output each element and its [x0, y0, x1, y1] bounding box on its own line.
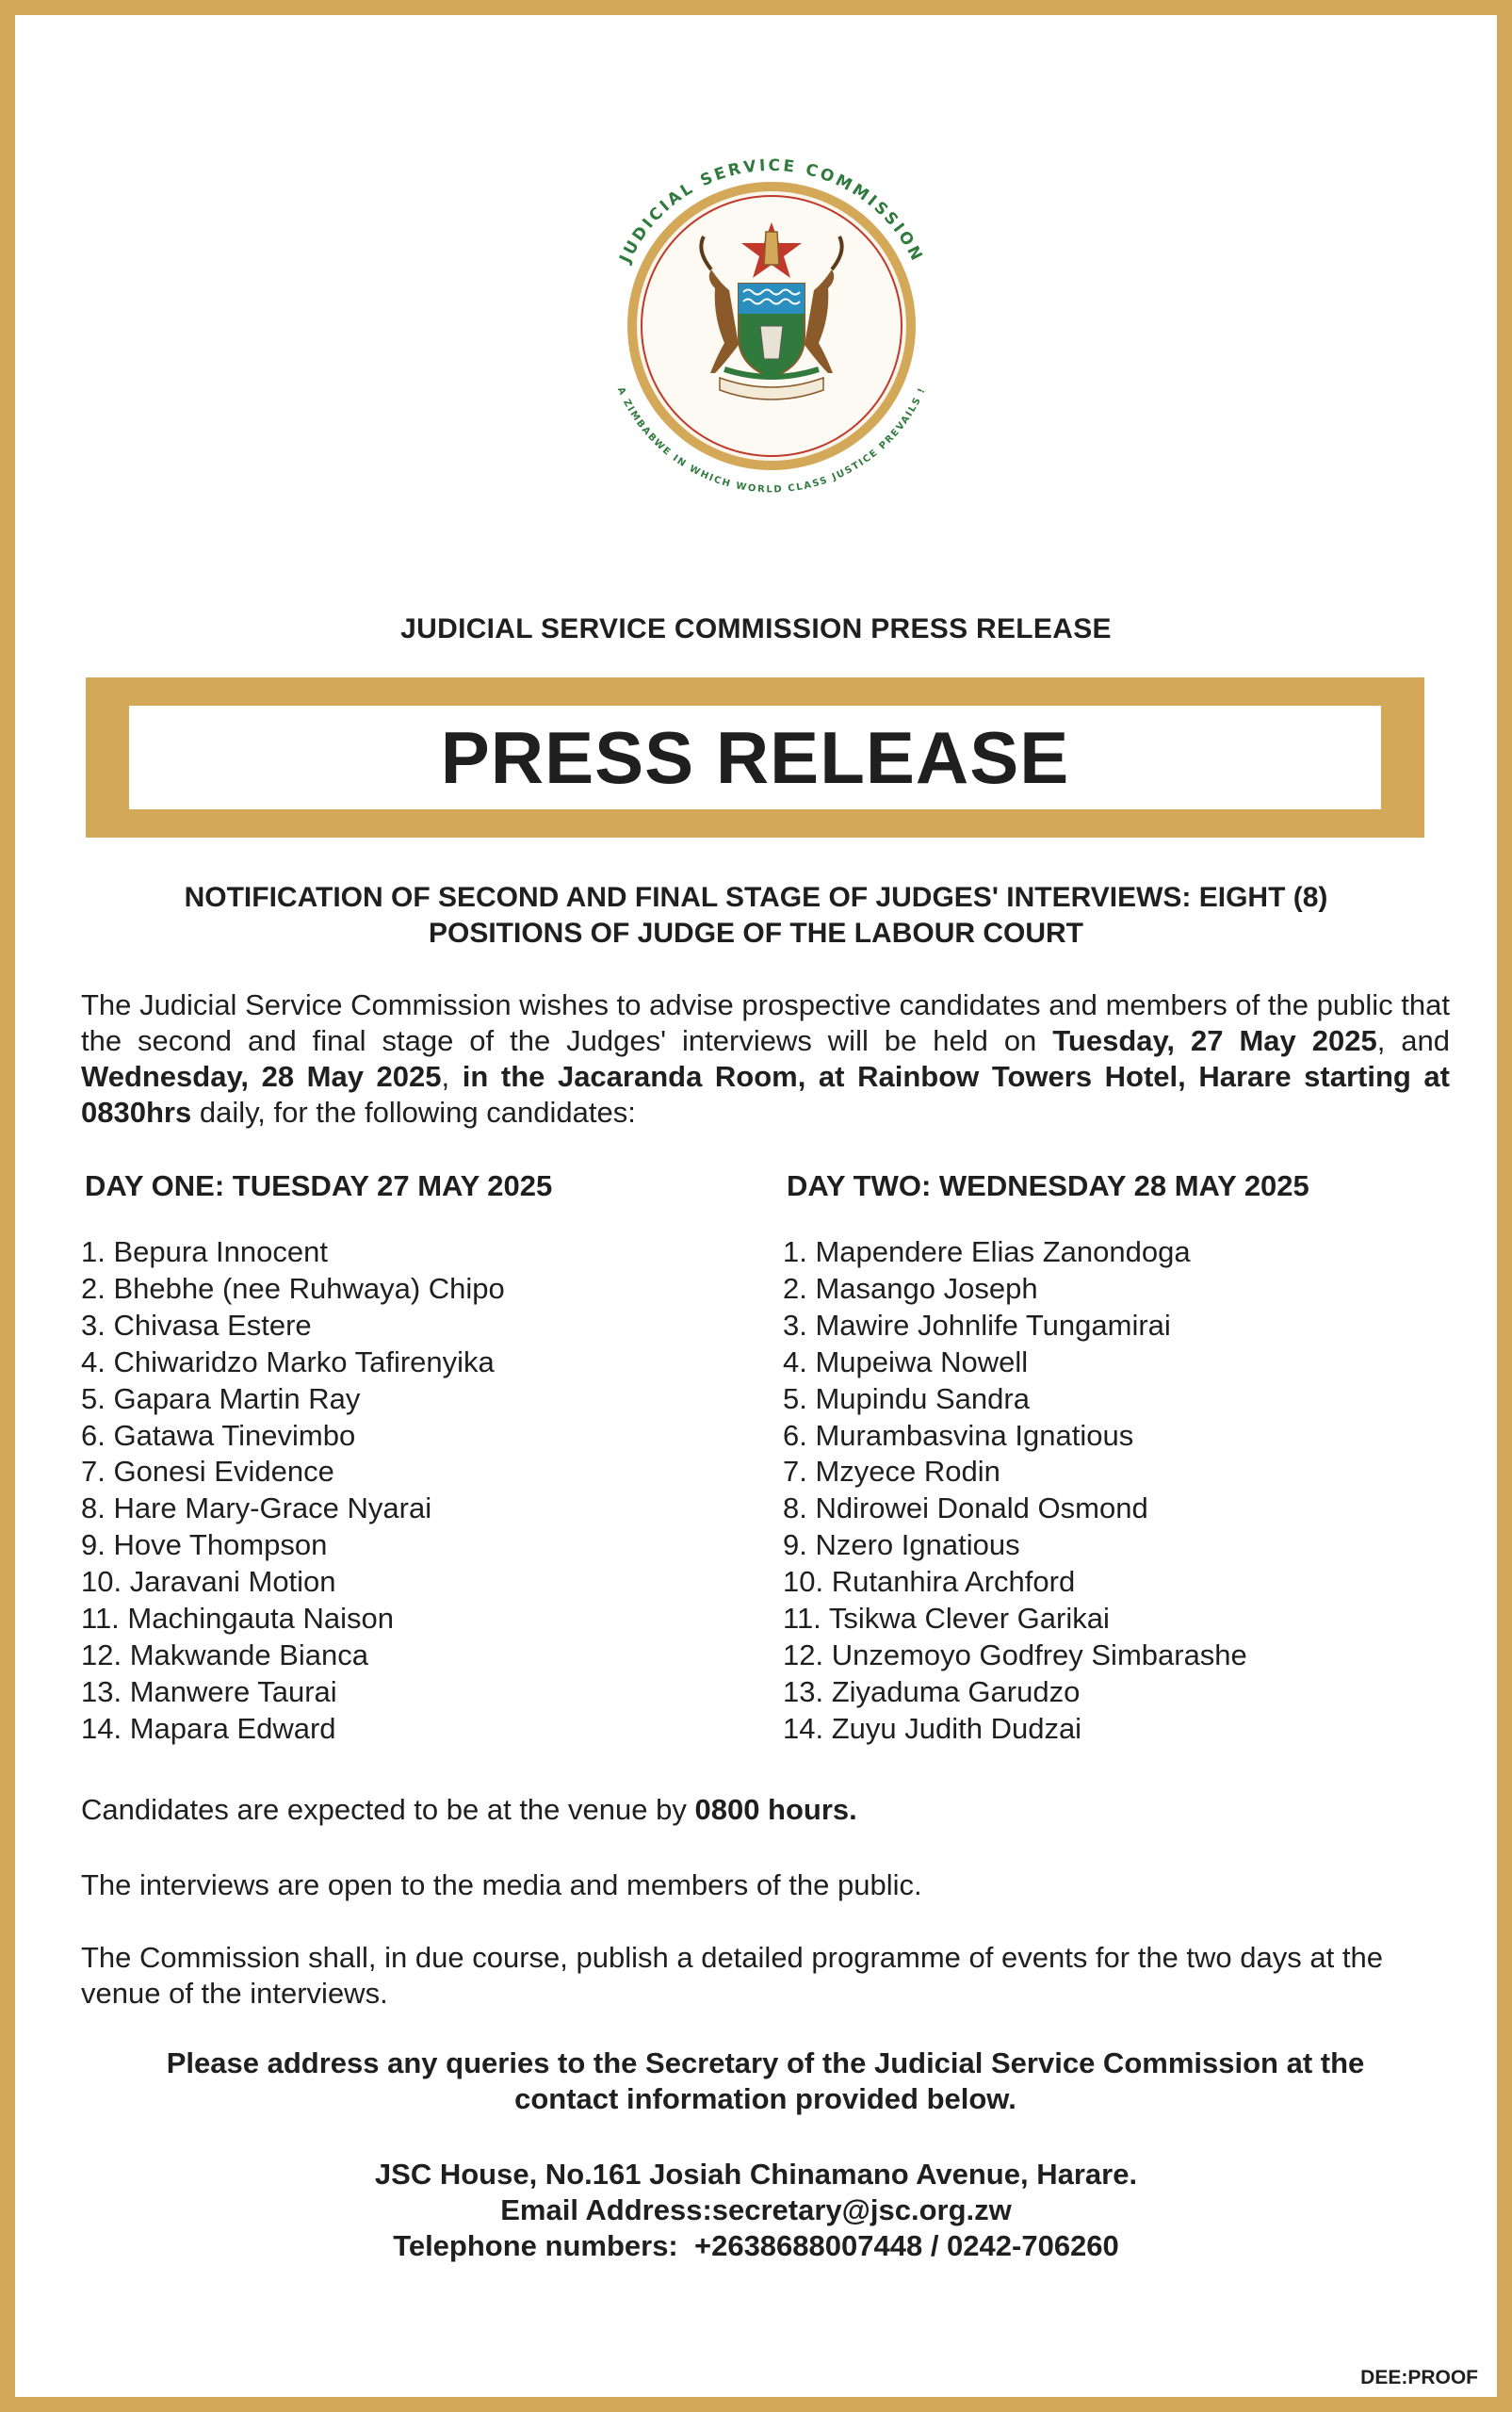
list-item: 3. Mawire Johnlife Tungamirai	[783, 1308, 1171, 1342]
notification-title-line2: POSITIONS OF JUDGE OF THE LABOUR COURT	[428, 918, 1084, 949]
list-item: 12. Unzemoyo Godfrey Simbarashe	[783, 1638, 1247, 1671]
list-item: 6. Gatawa Tinevimbo	[81, 1418, 356, 1452]
press-release-page	[15, 15, 1497, 2397]
contact-phone: Telephone numbers: +2638688007448 / 0242-706260	[393, 2229, 1119, 2262]
notification-title	[81, 880, 1431, 952]
queries-note	[81, 2045, 1450, 2117]
intro-text: The Judicial Service Commission wishes to advise prospective candidates and members of the public that the second and final stage of the Judges' interviews will be held on	[81, 988, 1450, 1057]
list-item: 5. Gapara Martin Ray	[81, 1381, 361, 1415]
banner-title: PRESS RELEASE	[129, 706, 1381, 809]
intro-venue: in the Jacaranda Room, at Rainbow Towers Hotel, Harare starting at 0830hrs	[81, 1060, 1450, 1129]
contact-block	[15, 2157, 1497, 2264]
day-one-column	[81, 1169, 744, 1748]
list-item: 3. Chivasa Estere	[81, 1308, 312, 1342]
intro-text: daily, for the following candidates:	[191, 1096, 636, 1129]
intro-text: ,	[441, 1060, 463, 1093]
arrival-text: Candidates are expected to be at the venue by	[81, 1793, 695, 1826]
bird-icon	[764, 232, 779, 265]
list-item: 2. Masango Joseph	[783, 1271, 1038, 1305]
intro-date-two: Wednesday, 28 May 2025	[81, 1060, 442, 1093]
list-item: 10. Rutanhira Archford	[783, 1565, 1076, 1599]
open-to-public-note: The interviews are open to the media and members of the public.	[81, 1868, 922, 1901]
list-item: 7. Mzyece Rodin	[783, 1455, 1000, 1489]
intro-paragraph	[81, 987, 1450, 1131]
contact-email: Email Address:secretary@jsc.org.zw	[500, 2193, 1012, 2226]
jsc-seal-logo	[536, 90, 1007, 562]
notification-title-line1: NOTIFICATION OF SECOND AND FINAL STAGE OF JUDGES' INTERVIEWS: EIGHT (8)	[184, 882, 1328, 913]
release-heading: JUDICIAL SERVICE COMMISSION PRESS RELEASE	[400, 613, 1112, 644]
day-one-candidate-list	[81, 1234, 744, 1748]
intro-text: , and	[1376, 1024, 1450, 1057]
contact-address: JSC House, No.161 Josiah Chinamano Avenue, Harare.	[374, 2158, 1138, 2191]
list-item: 13. Manwere Taurai	[81, 1674, 337, 1708]
list-item: 9. Nzero Ignatious	[783, 1528, 1020, 1562]
proof-mark: DEE:PROOF	[1360, 2367, 1478, 2388]
list-item: 5. Mupindu Sandra	[783, 1381, 1030, 1415]
queries-line2: contact information provided below.	[514, 2082, 1016, 2115]
list-item: 4. Chiwaridzo Marko Tafirenyika	[81, 1345, 495, 1378]
list-item: 7. Gonesi Evidence	[81, 1455, 334, 1489]
list-item: 1. Bepura Innocent	[81, 1235, 328, 1268]
programme-note: The Commission shall, in due course, publish a detailed programme of events for the two days at the venue of the interviews.	[81, 1941, 1383, 2010]
day-two-column	[783, 1169, 1446, 1748]
arrival-time: 0800 hours.	[694, 1793, 857, 1826]
list-item: 11. Machingauta Naison	[81, 1602, 395, 1636]
seal-top-text: JUDICIAL SERVICE COMMISSION	[616, 155, 927, 267]
list-item: 2. Bhebhe (nee Ruhwaya) Chipo	[81, 1271, 505, 1305]
seal-bottom-text: A ZIMBABWE IN WHICH WORLD CLASS JUSTICE PREVAILS !	[614, 385, 929, 496]
intro-date-one: Tuesday, 27 May 2025	[1052, 1024, 1377, 1057]
list-item: 14. Mapara Edward	[81, 1711, 336, 1745]
list-item: 9. Hove Thompson	[81, 1528, 328, 1562]
day-two-candidate-list	[783, 1234, 1446, 1748]
list-item: 13. Ziyaduma Garudzo	[783, 1674, 1081, 1708]
list-item: 8. Hare Mary-Grace Nyarai	[81, 1491, 432, 1525]
list-item: 1. Mapendere Elias Zanondoga	[783, 1235, 1191, 1268]
press-release-banner	[86, 677, 1424, 838]
list-item: 8. Ndirowei Donald Osmond	[783, 1491, 1148, 1525]
list-item: 10. Jaravani Motion	[81, 1565, 336, 1599]
arrival-note	[81, 1792, 1450, 1828]
list-item: 6. Murambasvina Ignatious	[783, 1418, 1134, 1452]
day-one-heading: DAY ONE: TUESDAY 27 MAY 2025	[85, 1169, 553, 1202]
queries-line1: Please address any queries to the Secretary of the Judicial Service Commission at the	[166, 2046, 1365, 2079]
list-item: 14. Zuyu Judith Dudzai	[783, 1711, 1082, 1745]
list-item: 4. Mupeiwa Nowell	[783, 1345, 1029, 1378]
day-two-heading: DAY TWO: WEDNESDAY 28 MAY 2025	[787, 1169, 1309, 1202]
list-item: 11. Tsikwa Clever Garikai	[783, 1602, 1110, 1636]
list-item: 12. Makwande Bianca	[81, 1638, 369, 1671]
